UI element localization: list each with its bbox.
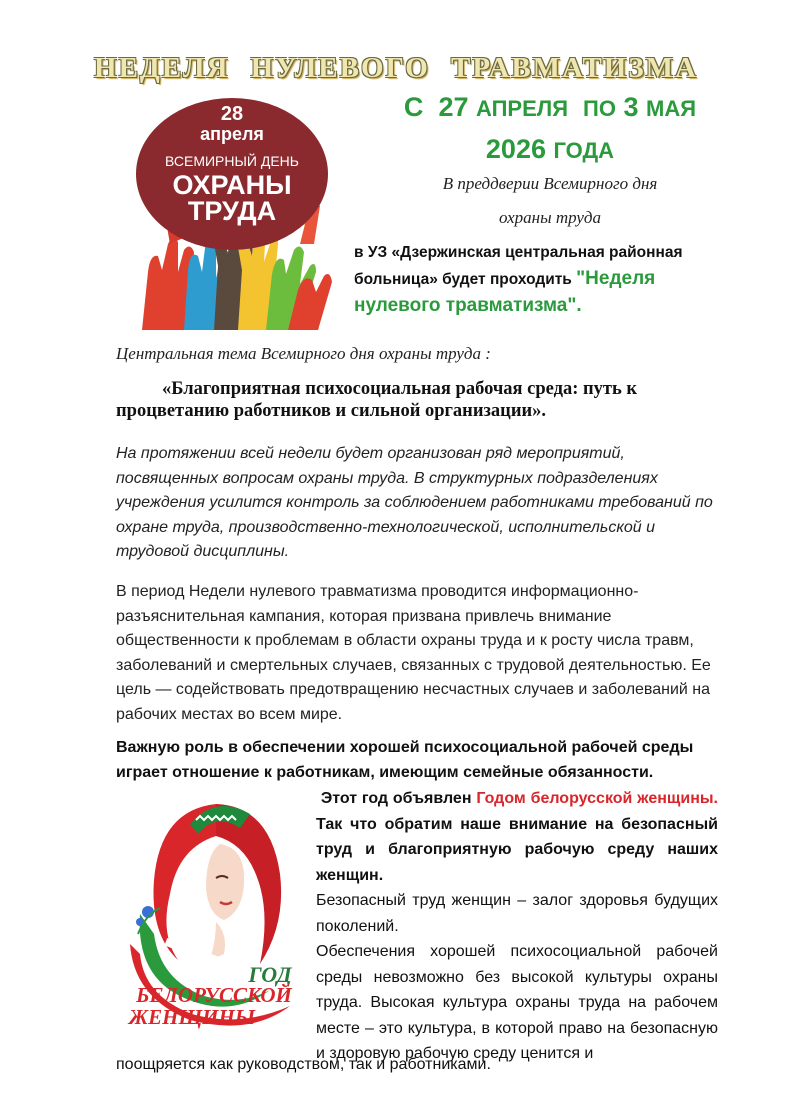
date-year-word: ГОДА	[553, 138, 615, 163]
women-year-paragraph	[316, 786, 718, 888]
date-year: 2026	[485, 134, 546, 164]
date-from-day: 27	[438, 92, 469, 122]
intro-text	[354, 240, 734, 320]
culture-paragraph: Обеспечения хорошей психосоциальной рабочей среды невозможно без высокой культуры охраны труда. Высокая культура охраны труда на рабочем месте – это культура, в которой право на безопасную и здоровую рабочую среду ценится и	[316, 943, 718, 1062]
poster-line2: ОХРАНЫ	[172, 170, 292, 200]
date-prefix: С	[403, 92, 424, 122]
date-range-line	[380, 92, 720, 123]
women-year-highlight: Годом белорусской женщины.	[476, 790, 718, 807]
date-year-line	[380, 134, 720, 165]
date-to-day: 3	[623, 92, 639, 122]
culture-paragraph-end: поощряется как руководством, так и работниками.	[116, 1056, 491, 1073]
logo-line1: ГОД	[248, 962, 292, 987]
poster-line1: ВСЕМИРНЫЙ ДЕНЬ	[165, 153, 299, 169]
theme-label: Центральная тема Всемирного дня охраны труда :	[116, 344, 491, 363]
pre-line-1: В преддверии Всемирного дня	[442, 174, 658, 193]
paragraph-events: На протяжении всей недели будет организован ряд мероприятий, посвященных вопросам охраны труда. В структурных подразделениях учреждения усилится контроль за соблюдением работниками требований по охране труда, производственно-технологической, исполнительской и трудовой дисциплины.	[116, 445, 713, 560]
poster-date: 28	[220, 103, 244, 125]
paragraph-campaign: В период Недели нулевого травматизма проводится информационно-разъяснительная кампания, которая призвана привлечь внимание общественности к проблемам в области охраны труда и к росту числа травм, заболеваний и смертельных случаев, связанных с трудовой деятельностью. Ее цель — содействовать предотвращению несчастных случаев и заболеваний на рабочих местах во всем мире.	[116, 583, 711, 723]
page-title: НЕДЕЛЯ НУЛЕВОГО ТРАВМАТИЗМА	[94, 52, 698, 84]
logo-line2: БЕЛОРУССКОЙ	[136, 983, 292, 1007]
theme-quote: «Благоприятная психосоциальная рабочая среда: путь к процветанию работников и сильной организации».	[116, 379, 638, 421]
world-day-poster	[128, 94, 346, 332]
logo-line3: ЖЕНЩИНЫ	[128, 1005, 256, 1029]
paragraph-family: Важную роль в обеспечении хорошей психосоциальной рабочей среды играет отношение к работникам, имеющим семейные обязанности.	[116, 739, 694, 781]
date-from-month: АПРЕЛЯ	[476, 96, 569, 121]
women-year-start: Этот год объявлен	[320, 790, 472, 807]
date-po: ПО	[583, 96, 616, 121]
women-year-end: Так что обратим наше внимание на безопасный труд и благоприятную рабочую среду наших женщин.	[316, 815, 718, 884]
year-of-women-logo	[120, 784, 310, 1040]
intro-highlight: "Неделя нулевого травматизма".	[354, 268, 656, 316]
poster-line3: ТРУДА	[187, 196, 277, 226]
intro-main: в УЗ «Дзержинская центральная районная больница» будет проходить	[354, 244, 683, 288]
safe-work-paragraph: Безопасный труд женщин – залог здоровья будущих поколений.	[316, 892, 718, 935]
women-year-text	[316, 786, 718, 1067]
date-to-month: МАЯ	[646, 96, 697, 121]
pre-line-2: охраны труда	[498, 208, 602, 227]
poster-month: апреля	[200, 124, 264, 144]
